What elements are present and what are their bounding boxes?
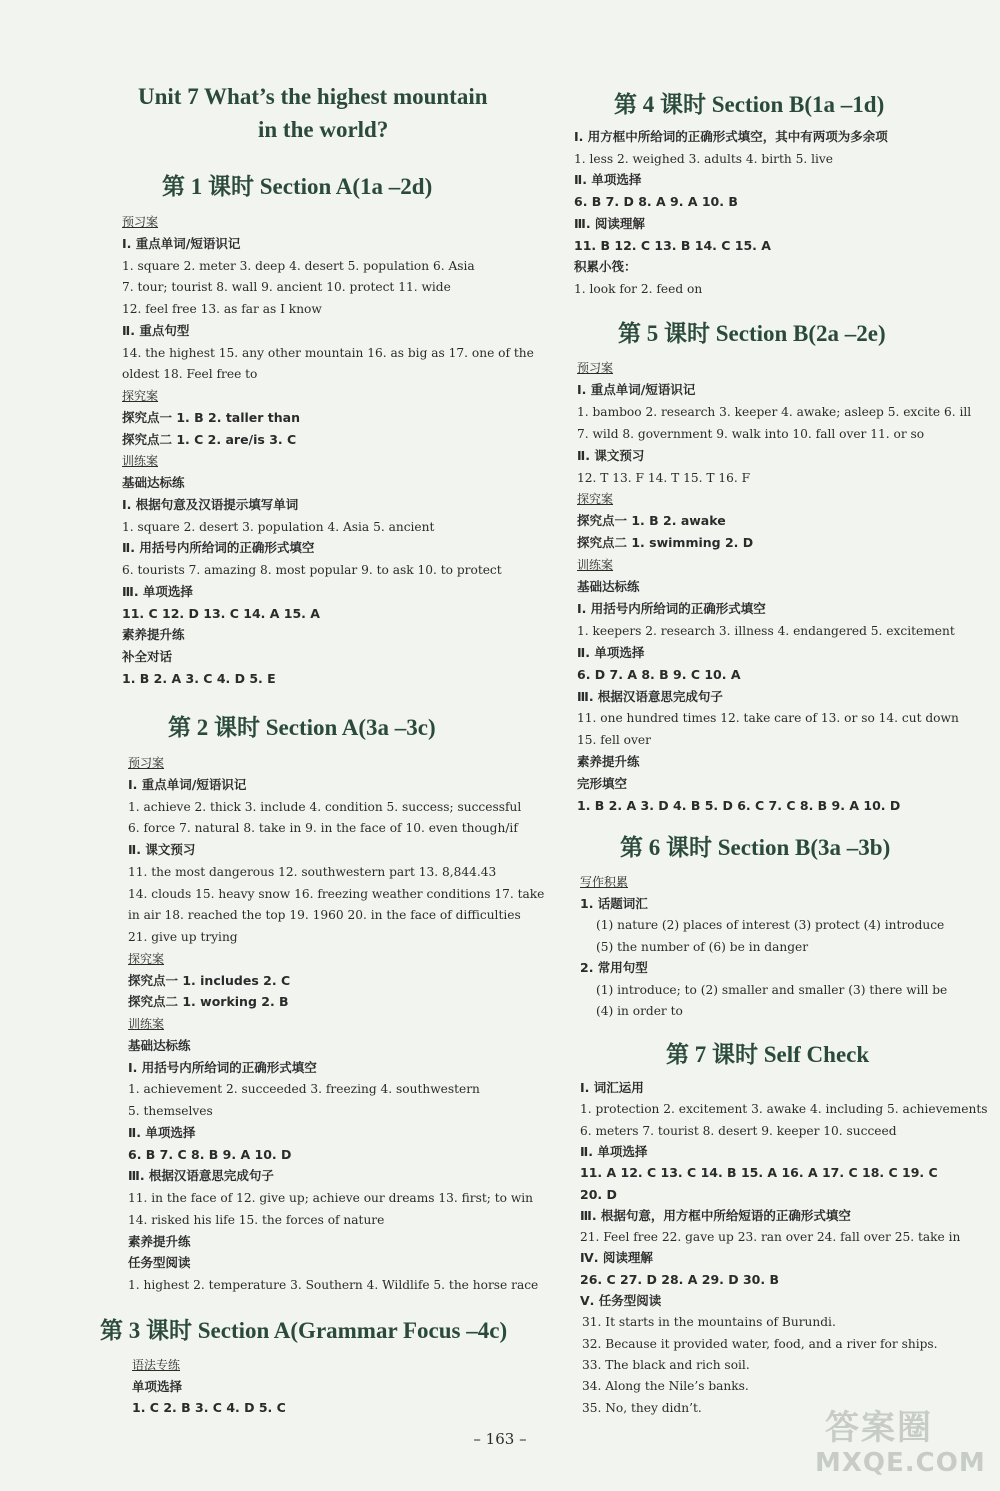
l2-line: 11. in the face of 12. give up; achieve our dreams 13. first; to win bbox=[128, 1191, 534, 1205]
l1-line: 1. square 2. desert 3. population 4. Asia 5. ancient bbox=[122, 519, 435, 534]
l5-line: Ⅰ. 用括号内所给词的正确形式填空 bbox=[577, 600, 766, 616]
l7-line: 21. Feel free 22. gave up 23. ran over 24. fall over 25. take in bbox=[580, 1230, 961, 1245]
l1-line: 预习案 bbox=[122, 215, 159, 229]
l5-line: 训练案 bbox=[577, 558, 614, 573]
l7-line: 31. It starts in the mountains of Burundi. bbox=[582, 1315, 836, 1330]
unit-title-line-1: Unit 7 What’s the highest mountain bbox=[138, 84, 488, 109]
l2-line: Ⅰ. 重点单词/短语识记 bbox=[128, 776, 247, 792]
l2-line: 6. B 7. C 8. B 9. A 10. D bbox=[128, 1146, 292, 1162]
l5-line: 15. fell over bbox=[577, 733, 651, 748]
l7-line: 32. Because it provided water, food, and a river for ships. bbox=[582, 1336, 938, 1351]
l1-line: 探究点二 1. C 2. are/is 3. C bbox=[122, 431, 297, 447]
lesson-6-title: 第 6 课时 Section B(3a –3b) bbox=[620, 835, 891, 860]
l5-line: Ⅰ. 重点单词/短语识记 bbox=[577, 381, 696, 397]
l5-line: 完形填空 bbox=[577, 776, 628, 792]
l2-line: 21. give up trying bbox=[128, 930, 238, 944]
l4-line: 1. less 2. weighed 3. adults 4. birth 5. live bbox=[574, 151, 833, 166]
l1-line: 探究点一 1. B 2. taller than bbox=[122, 409, 301, 425]
l5-line: 12. T 13. F 14. T 15. T 16. F bbox=[577, 470, 751, 485]
l5-line: 6. D 7. A 8. B 9. C 10. A bbox=[577, 666, 741, 682]
l1-line: 7. tour; tourist 8. wall 9. ancient 10. protect 11. wide bbox=[122, 280, 451, 295]
l7-line: 34. Along the Nile’s banks. bbox=[582, 1379, 749, 1394]
l2-line: Ⅲ. 根据汉语意思完成句子 bbox=[128, 1168, 274, 1184]
l2-line: 11. the most dangerous 12. southwestern part 13. 8,844.43 bbox=[128, 864, 497, 879]
l6-line: (4) in order to bbox=[596, 1004, 683, 1018]
l2-line: 5. themselves bbox=[128, 1104, 213, 1118]
l5-line: 1. keepers 2. research 3. illness 4. endangered 5. excitement bbox=[577, 623, 955, 638]
l2-line: in air 18. reached the top 19. 1960 20. in the face of difficulties bbox=[128, 908, 521, 923]
l2-line: 探究案 bbox=[128, 951, 165, 966]
l7-line: 33. The black and rich soil. bbox=[582, 1357, 750, 1372]
l2-line: 探究点一 1. includes 2. C bbox=[128, 972, 291, 988]
l2-line: 任务型阅读 bbox=[128, 1255, 191, 1271]
l7-line: 26. C 27. D 28. A 29. D 30. B bbox=[580, 1271, 780, 1287]
l1-line: 6. tourists 7. amazing 8. most popular 9. to ask 10. to protect bbox=[122, 563, 502, 577]
l1-line: 补全对话 bbox=[122, 649, 173, 664]
l5-line: Ⅲ. 根据汉语意思完成句子 bbox=[577, 688, 723, 704]
l3-line: 语法专练 bbox=[132, 1358, 181, 1372]
l2-line: 1. highest 2. temperature 3. Southern 4. Wildlife 5. the horse race bbox=[128, 1278, 539, 1292]
l5-line: 探究案 bbox=[577, 492, 614, 507]
l2-line: 1. achievement 2. succeeded 3. freezing 4. southwestern bbox=[128, 1082, 480, 1097]
l5-line: 11. one hundred times 12. take care of 13. or so 14. cut down bbox=[577, 711, 959, 726]
l2-line: 14. clouds 15. heavy snow 16. freezing weather conditions 17. take bbox=[128, 886, 545, 901]
l1-line: 探究案 bbox=[122, 389, 159, 403]
l2-line: Ⅱ. 课文预习 bbox=[128, 842, 196, 857]
l1-line: 12. feel free 13. as far as I know bbox=[122, 302, 322, 316]
l1-line: 1. square 2. meter 3. deep 4. desert 5. population 6. Asia bbox=[122, 258, 475, 273]
l5-line: 基础达标练 bbox=[577, 579, 640, 594]
l7-line: 35. No, they didn’t. bbox=[582, 1400, 702, 1415]
l1-line: Ⅱ. 重点句型 bbox=[122, 322, 190, 338]
l1-line: 训练案 bbox=[122, 454, 159, 469]
l4-line: 6. B 7. D 8. A 9. A 10. B bbox=[574, 194, 738, 210]
l7-line: Ⅴ. 任务型阅读 bbox=[580, 1293, 662, 1308]
l5-line: 探究点二 1. swimming 2. D bbox=[577, 535, 754, 551]
l6-line: 2. 常用句型 bbox=[580, 960, 648, 975]
l5-line: 素养提升练 bbox=[577, 754, 640, 770]
l1-line: Ⅰ. 根据句意及汉语提示填写单词 bbox=[122, 496, 299, 512]
l7-line: 20. D bbox=[580, 1186, 617, 1202]
l4-line: 积累小筏： bbox=[574, 259, 637, 275]
l2-line: 探究点二 1. working 2. B bbox=[128, 994, 289, 1010]
l3-line: 单项选择 bbox=[132, 1378, 183, 1394]
l7-line: Ⅰ. 词汇运用 bbox=[580, 1080, 644, 1095]
l7-line: 6. meters 7. tourist 8. desert 9. keeper 10. succeed bbox=[580, 1123, 897, 1138]
l1-line: 素养提升练 bbox=[122, 627, 185, 643]
l1-line: 基础达标练 bbox=[122, 475, 185, 490]
l5-line: 1. B 2. A 3. D 4. B 5. D 6. C 7. C 8. B 9. A 10. D bbox=[577, 798, 901, 813]
l1-line: Ⅲ. 单项选择 bbox=[122, 583, 193, 599]
l4-line: Ⅱ. 单项选择 bbox=[574, 172, 642, 188]
unit-title-line-2: in the world? bbox=[258, 117, 389, 142]
watermark-bottom-text: MXQE.COM bbox=[815, 1448, 986, 1478]
l6-line: 1. 话题词汇 bbox=[580, 895, 648, 911]
watermark-logo bbox=[815, 1400, 995, 1485]
l2-line: Ⅱ. 单项选择 bbox=[128, 1124, 196, 1140]
l1-line: Ⅰ. 重点单词/短语识记 bbox=[122, 235, 241, 251]
l7-line: Ⅲ. 根据句意，用方框中所给短语的正确形式填空 bbox=[580, 1207, 851, 1223]
lesson-4-title: 第 4 课时 Section B(1a –1d) bbox=[614, 92, 885, 117]
l6-line: 写作积累 bbox=[580, 875, 629, 889]
l5-line: 1. bamboo 2. research 3. keeper 4. awake; asleep 5. excite 6. ill bbox=[577, 404, 972, 419]
l2-line: 素养提升练 bbox=[128, 1233, 191, 1249]
l6-line: (1) introduce; to (2) smaller and smaller (3) there will be bbox=[596, 982, 948, 997]
lesson-7-title: 第 7 课时 Self Check bbox=[666, 1042, 870, 1067]
l7-line: Ⅱ. 单项选择 bbox=[580, 1143, 648, 1159]
l7-line: Ⅳ. 阅读理解 bbox=[580, 1250, 653, 1266]
l7-line: 1. protection 2. excitement 3. awake 4. including 5. achievements bbox=[580, 1102, 988, 1117]
lesson-5-title: 第 5 课时 Section B(2a –2e) bbox=[618, 321, 886, 346]
lesson-2-title: 第 2 课时 Section A(3a –3c) bbox=[168, 715, 436, 740]
l5-line: 探究点一 1. B 2. awake bbox=[577, 513, 726, 529]
l2-line: 6. force 7. natural 8. take in 9. in the face of 10. even though/if bbox=[128, 821, 518, 836]
l2-line: 训练案 bbox=[128, 1017, 165, 1031]
l4-line: Ⅰ. 用方框中所给词的正确形式填空，其中有两项为多余项 bbox=[574, 129, 888, 144]
l2-line: 14. risked his life 15. the forces of nature bbox=[128, 1212, 385, 1227]
l3-line: 1. C 2. B 3. C 4. D 5. C bbox=[132, 1400, 286, 1415]
watermark-top-text: 答案圈 bbox=[825, 1408, 933, 1448]
l6-line: (5) the number of (6) be in danger bbox=[596, 939, 809, 954]
l2-line: 预习案 bbox=[128, 756, 165, 770]
l7-line: 11. A 12. C 13. C 14. B 15. A 16. A 17. C 18. C 19. C bbox=[580, 1165, 938, 1181]
l1-line: 1. B 2. A 3. C 4. D 5. E bbox=[122, 670, 276, 686]
l2-line: Ⅰ. 用括号内所给词的正确形式填空 bbox=[128, 1059, 317, 1075]
l5-line: 预习案 bbox=[577, 361, 614, 375]
l5-line: 7. wild 8. government 9. walk into 10. fall over 11. or so bbox=[577, 426, 925, 441]
l5-line: Ⅱ. 课文预习 bbox=[577, 447, 645, 463]
l1-line: oldest 18. Feel free to bbox=[122, 367, 258, 382]
l4-line: 11. B 12. C 13. B 14. C 15. A bbox=[574, 237, 771, 253]
l5-line: Ⅱ. 单项选择 bbox=[577, 644, 645, 660]
l1-line: 14. the highest 15. any other mountain 16. as big as 17. one of the bbox=[122, 345, 534, 360]
lesson-3-title: 第 3 课时 Section A(Grammar Focus –4c) bbox=[100, 1318, 508, 1343]
l1-line: Ⅱ. 用括号内所给词的正确形式填空 bbox=[122, 540, 315, 556]
l2-line: 1. achieve 2. thick 3. include 4. condition 5. success; successful bbox=[128, 799, 522, 814]
l4-line: Ⅲ. 阅读理解 bbox=[574, 215, 645, 231]
l1-line: 11. C 12. D 13. C 14. A 15. A bbox=[122, 605, 320, 621]
l2-line: 基础达标练 bbox=[128, 1037, 191, 1053]
l4-line: 1. look for 2. feed on bbox=[574, 281, 703, 296]
lesson-1-title: 第 1 课时 Section A(1a –2d) bbox=[162, 174, 433, 199]
l6-line: (1) nature (2) places of interest (3) protect (4) introduce bbox=[596, 918, 945, 932]
page-number: – 163 – bbox=[473, 1430, 527, 1448]
